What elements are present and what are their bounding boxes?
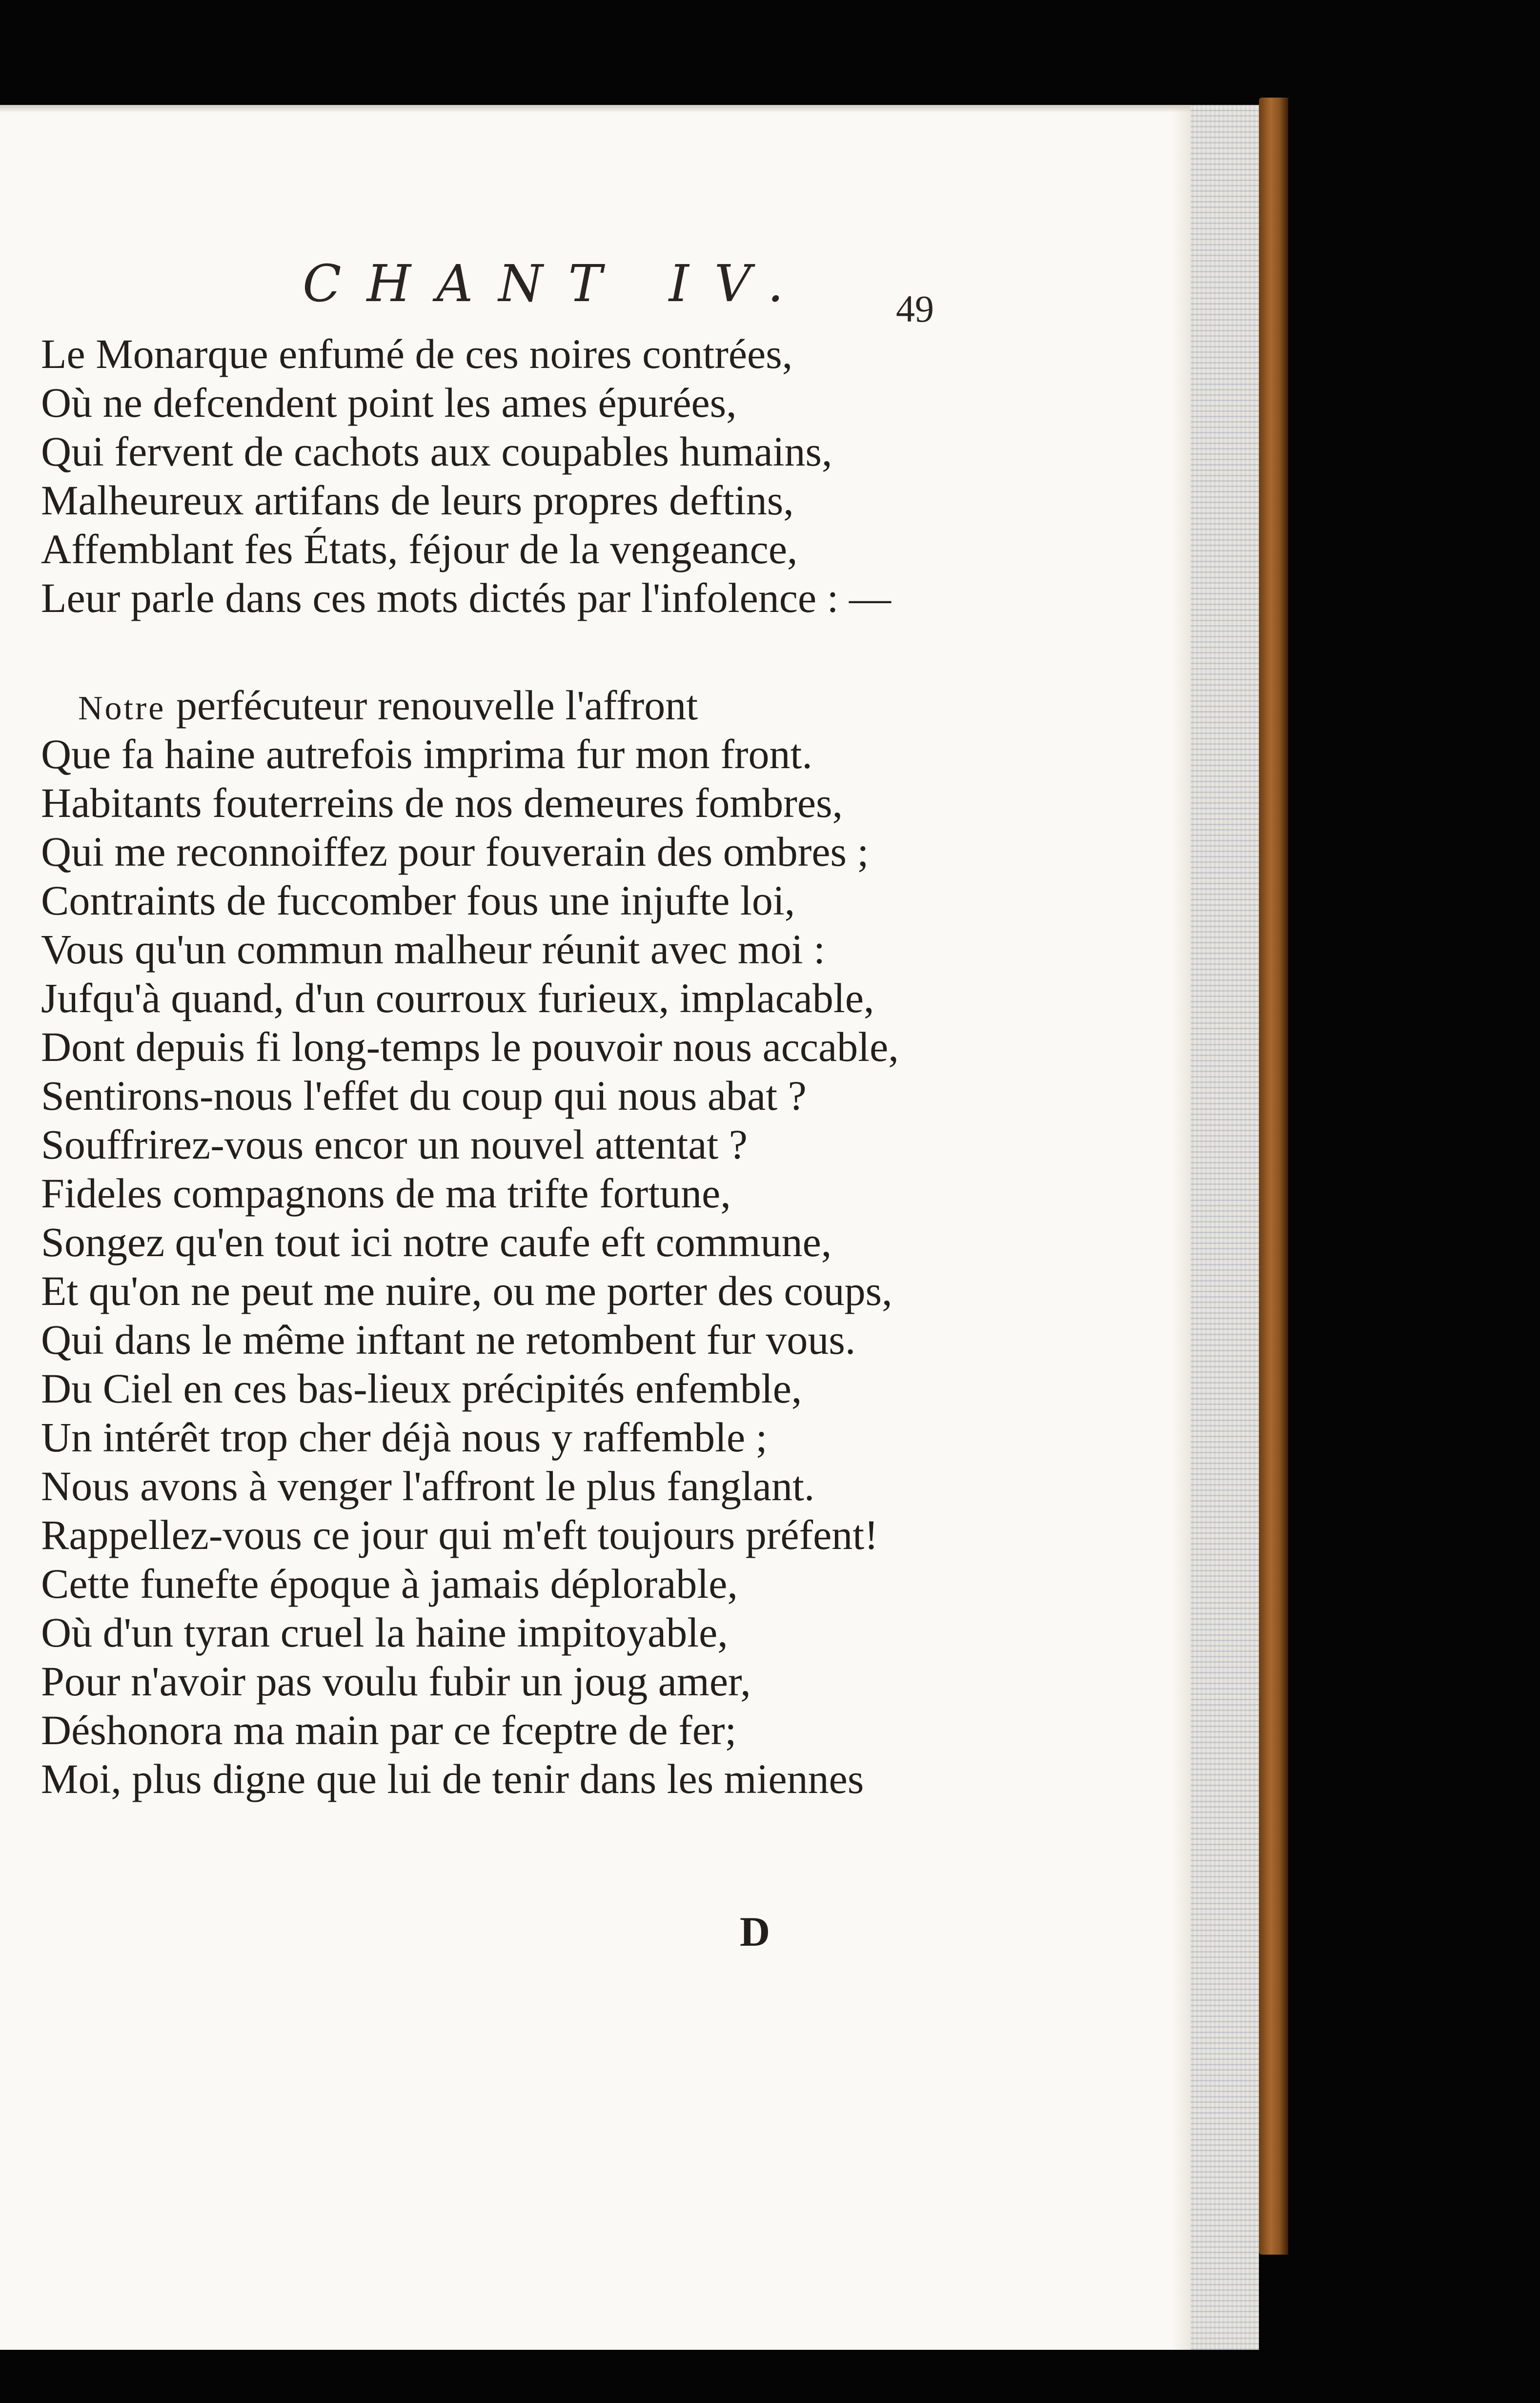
verse-line: Cette funefte époque à jamais déplorable, <box>41 1560 738 1607</box>
verse-line: Jufqu'à quand, d'un courroux furieux, implacable, <box>41 975 874 1021</box>
page-top-shadow <box>0 105 1201 113</box>
verse-line: Contraints de fuccomber fous une injufte loi, <box>41 877 795 924</box>
verse-line: Souffrirez-vous encor un nouvel attentat ? <box>41 1121 748 1168</box>
signature-mark: D <box>740 1908 770 1955</box>
verse-line: Rappellez-vous ce jour qui m'eft toujours préfent! <box>41 1511 878 1558</box>
small-caps-opening: Notre <box>78 690 166 727</box>
verse-line-first <box>78 681 698 733</box>
verse-line: Déshonora ma main par ce fceptre de fer; <box>41 1707 737 1753</box>
verse-line: Où d'un tyran cruel la haine impitoyable, <box>41 1609 728 1656</box>
verse-line: Un intérêt trop cher déjà nous y raffemble ; <box>41 1414 768 1461</box>
verse-line: Où ne defcendent point les ames épurées, <box>41 379 737 426</box>
verse-line: Et qu'on ne peut me nuire, ou me porter des coups, <box>41 1267 892 1314</box>
running-header: CHANT IV. <box>303 254 809 313</box>
verse-line: Leur parle dans ces mots dictés par l'infolence : — <box>41 574 892 621</box>
verse-line: Le Monarque enfumé de ces noires contrées, <box>41 330 793 377</box>
verse-line: Nous avons à venger l'affront le plus fanglant. <box>41 1463 815 1509</box>
verse-line: Affemblant fes États, féjour de la vengeance, <box>41 526 798 572</box>
verse-line-remainder: perfécuteur renouvelle l'affront <box>165 682 698 729</box>
verse-line: Vous qu'un commun malheur réunit avec moi : <box>41 926 825 973</box>
verse-line: Songez qu'en tout ici notre caufe eft commune, <box>41 1219 832 1265</box>
verse-line: Malheureux artifans de leurs propres deftins, <box>41 477 794 524</box>
verse-line: Dont depuis fi long-temps le pouvoir nous accable, <box>41 1023 899 1070</box>
verse-line: Moi, plus digne que lui de tenir dans les miennes <box>41 1755 864 1802</box>
verse-line: Du Ciel en ces bas-lieux précipités enfemble, <box>41 1365 802 1412</box>
verse-line: Qui me reconnoiffez pour fouverain des ombres ; <box>41 828 869 875</box>
page-number: 49 <box>896 287 934 330</box>
verse-line: Pour n'avoir pas voulu fubir un joug amer, <box>41 1658 751 1705</box>
verse-line: Que fa haine autrefois imprima fur mon front. <box>41 731 812 777</box>
verse-line: Qui fervent de cachots aux coupables humains, <box>41 428 832 475</box>
verse-line: Qui dans le même inftant ne retombent fur vous. <box>41 1316 856 1363</box>
verse-line: Sentirons-nous l'effet du coup qui nous abat ? <box>41 1072 807 1119</box>
verse-line: Habitants fouterreins de nos demeures fombres, <box>41 779 843 826</box>
verse-line: Fideles compagnons de ma trifte fortune, <box>41 1170 731 1217</box>
leather-binding <box>1259 98 1288 2255</box>
page-edges <box>1191 105 1259 2350</box>
